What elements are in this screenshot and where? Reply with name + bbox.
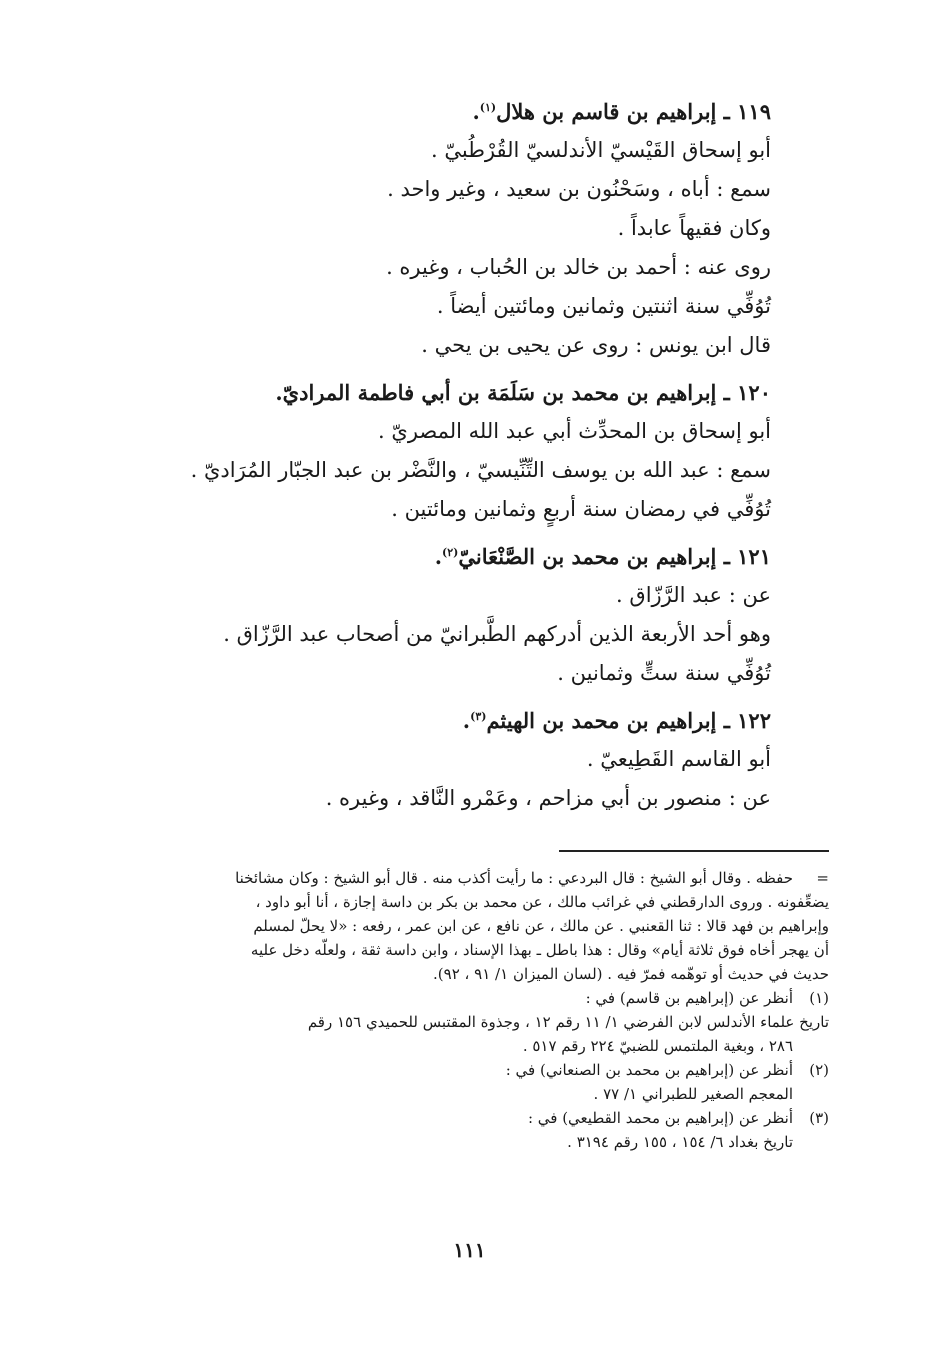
page-number: ١١١ <box>453 1238 486 1262</box>
entry-line: عن : منصور بن أبي مزاحم ، وعَمْرو النَّاقد ، وغيره . <box>325 786 771 810</box>
footnote-ref: (٢) <box>442 546 459 559</box>
footnote-item: (١)أنظر عن (إبراهيم بن قاسم) في : <box>104 986 829 1010</box>
footnote-line: ٢٨٦ ، وبغية الملتمس للضبيّ ٢٢٤ رقم ٥١٧ . <box>522 1037 793 1055</box>
entry-line: قال ابن يونس : روى عن يحيى بن يحي . <box>421 333 771 357</box>
footnote-item: (٣)أنظر عن (إبراهيم بن محمد القطيعي) في : <box>104 1106 829 1130</box>
entry-line: وهو أحد الأربعة الذين أدركهم الطَّبرانيّ من أصحاب عبد الرَّزّاق . <box>223 622 771 646</box>
entry-line: أبو إسحاق القَيْسيّ الأندلسيّ القُرْطُبيّ . <box>431 138 771 162</box>
entry-line: أبو إسحاق بن المحدِّث أبي عبد الله المصريّ . <box>378 419 771 443</box>
entry-line: روى عنه : أحمد بن خالد بن الحُباب ، وغيره . <box>386 255 771 279</box>
continuation-mark: = <box>816 869 829 887</box>
footnote-continuation-line: أن يهجر أخاه فوق ثلاثة أيام» وقال : هذا باطل ـ بهذا الإسناد ، وابن داسة ثقة ، ولعلّه دخل عليه <box>250 941 829 959</box>
footnotes <box>104 866 829 1154</box>
entry-line: تُوُفِّي سنة اثنتين وثمانين ومائتين أيضاً . <box>436 294 771 318</box>
footnote-continuation-line: يضعِّفونه . وروى الدارقطني في غرائب مالك ، عن محمد بن بكر بن داسة إجازة ، أنا أبو داود ، <box>255 893 829 911</box>
footnote-continuation-line: حديث في حديث أو توهّمه فمرّ فيه . (لسان الميزان ١/ ٩١ ، ٩٢). <box>433 965 829 983</box>
main-text <box>131 92 771 818</box>
footnote-separator <box>559 850 829 852</box>
footnote-ref: (٣) <box>470 710 487 723</box>
entry-line: عن : عبد الرَّزّاق . <box>616 583 771 607</box>
entry-heading: ١٢٠ ـ إبراهيم بن محمد بن سَلَمَة بن أبي فاطمة المراديّ. <box>275 380 771 405</box>
entry-line: وكان فقيهاً عابداً . <box>617 216 771 240</box>
entry-line: أبو القاسم القَطِيعيّ . <box>586 747 771 771</box>
entry-heading: ١٢١ ـ إبراهيم بن محمد بن الصَّنْعَانيّ$^{(٢)}$. <box>434 544 771 569</box>
entry-line: سمع : أباه ، وسَحْنُون بن سعيد ، وغير واحد . <box>387 177 771 201</box>
footnote-item: (٢)أنظر عن (إبراهيم بن محمد بن الصنعاني) في : <box>104 1058 829 1082</box>
entry-heading: ١١٩ ـ إبراهيم بن قاسم بن هلال$^{(١)}$. <box>472 99 771 124</box>
footnote-number: (٢) <box>809 1061 829 1079</box>
footnote-line: المعجم الصغير للطبراني ١/ ٧٧ . <box>593 1085 793 1103</box>
footnote-ref: (١) <box>479 101 497 114</box>
footnote-number: (١) <box>809 989 829 1007</box>
footnote-line: تاريخ علماء الأندلس لابن الفرضي ١/ ١١ رقم ١٢ ، وجذوة المقتبس للحميدي ١٥٦ رقم <box>307 1013 829 1031</box>
footnote-continuation-line: =حفظه . وقال أبو الشيخ : قال البردعي : ما رأيت أكذب منه . قال أبو الشيخ : وكان مشائخنا <box>104 866 829 890</box>
entry-line: تُوُفِّي في رمضان سنة أربعٍ وثمانين ومائتين . <box>391 497 771 521</box>
footnote-number: (٣) <box>809 1109 829 1127</box>
entry-heading: ١٢٢ ـ إبراهيم بن محمد بن الهيثم$^{(٣)}$. <box>462 708 771 733</box>
footnote-continuation-line: وإبراهيم بن فهد قالا : ثنا القعنبي . عن مالك ، عن نافع ، عن ابن عمر ، رفعه : «لا يحلّ لمسلم <box>253 917 829 935</box>
entry-line: تُوُفِّي سنة ستٍّ وثمانين . <box>557 661 771 685</box>
footnote-line: تاريخ بغداد ٦/ ١٥٤ ، ١٥٥ رقم ٣١٩٤ . <box>567 1133 793 1151</box>
entry-line: سمع : عبد الله بن يوسف التِّنِّيسيّ ، والنَّضْر بن عبد الجبّار المُرَاديّ . <box>190 458 771 482</box>
